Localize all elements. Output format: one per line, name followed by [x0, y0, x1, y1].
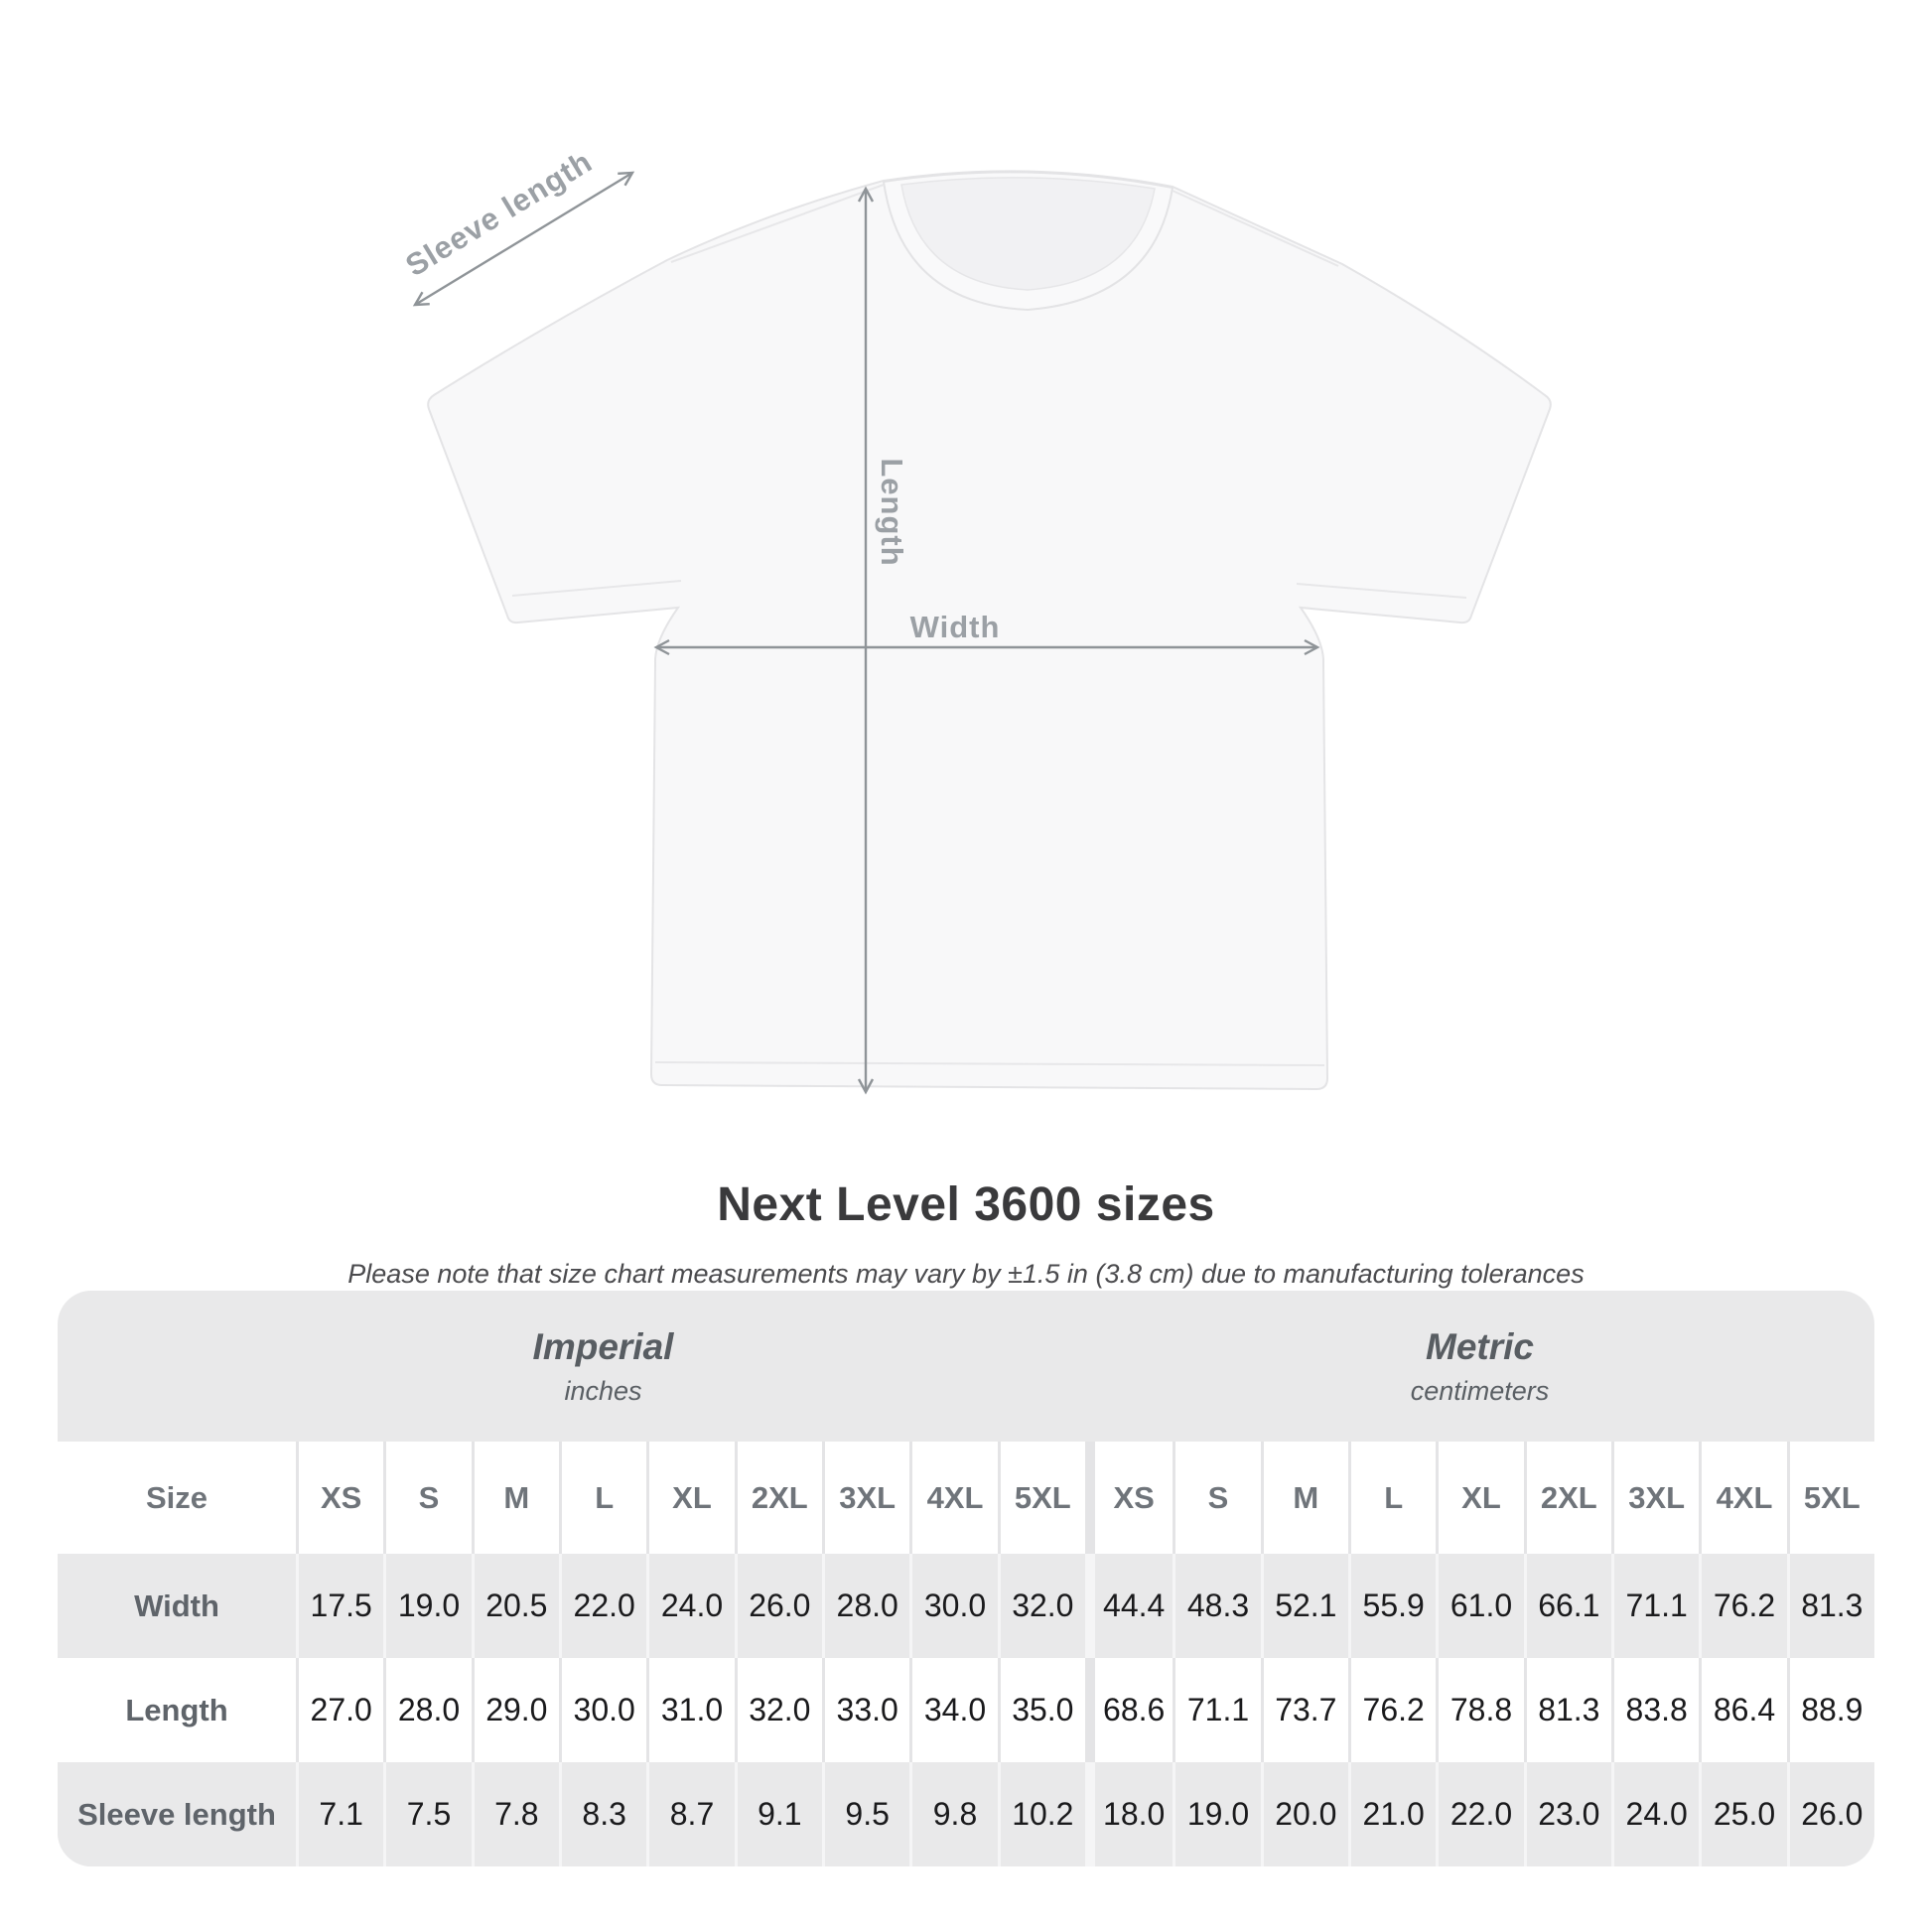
value-cell: 34.0	[909, 1658, 997, 1762]
value-cell: 29.0	[472, 1658, 559, 1762]
value-cell: 28.0	[383, 1658, 471, 1762]
value-cell: 26.0	[735, 1554, 822, 1658]
size-header-cell: XL	[1436, 1442, 1523, 1554]
page-title: Next Level 3600 sizes	[717, 1178, 1215, 1231]
size-header-cell: 5XL	[998, 1442, 1085, 1554]
size-header-cell: XS	[1085, 1442, 1173, 1554]
value-cell: 33.0	[822, 1658, 909, 1762]
sleeve-length-label: Sleeve length	[399, 143, 599, 284]
size-table	[58, 1291, 1874, 1866]
metric-label: Metric	[1426, 1325, 1534, 1367]
size-header-cell: M	[472, 1442, 559, 1554]
value-cell: 68.6	[1085, 1658, 1173, 1762]
value-cell: 71.1	[1611, 1554, 1699, 1658]
imperial-label: Imperial	[532, 1325, 674, 1367]
value-cell: 8.7	[646, 1762, 734, 1866]
row-label: Length	[58, 1658, 296, 1762]
value-cell: 7.1	[296, 1762, 383, 1866]
value-cell: 17.5	[296, 1554, 383, 1658]
row-label: Width	[58, 1554, 296, 1658]
value-cell: 9.8	[909, 1762, 997, 1866]
value-cell: 73.7	[1261, 1658, 1348, 1762]
value-cell: 25.0	[1699, 1762, 1786, 1866]
value-cell: 35.0	[998, 1658, 1085, 1762]
value-cell: 22.0	[559, 1554, 646, 1658]
imperial-sublabel: inches	[564, 1375, 642, 1406]
value-cell: 9.5	[822, 1762, 909, 1866]
value-cell: 26.0	[1787, 1762, 1874, 1866]
value-cell: 22.0	[1436, 1762, 1523, 1866]
value-cell: 88.9	[1787, 1658, 1874, 1762]
value-cell: 52.1	[1261, 1554, 1348, 1658]
value-cell: 78.8	[1436, 1658, 1523, 1762]
width-label: Width	[909, 610, 1001, 644]
value-cell: 55.9	[1348, 1554, 1436, 1658]
page-subtitle: Please note that size chart measurements may vary by ±1.5 in (3.8 cm) due to manufacturing tolerances	[347, 1259, 1585, 1289]
value-cell: 31.0	[646, 1658, 734, 1762]
value-cell: 86.4	[1699, 1658, 1786, 1762]
unit-header-metric	[1085, 1291, 1874, 1442]
value-cell: 7.8	[472, 1762, 559, 1866]
value-cell: 9.1	[735, 1762, 822, 1866]
size-header-cell: XS	[296, 1442, 383, 1554]
size-header-cell: 4XL	[909, 1442, 997, 1554]
size-header-cell: L	[1348, 1442, 1436, 1554]
size-header-cell: M	[1261, 1442, 1348, 1554]
size-header-cell: S	[1173, 1442, 1260, 1554]
value-cell: 27.0	[296, 1658, 383, 1762]
unit-header-row	[58, 1291, 1874, 1442]
value-cell: 7.5	[383, 1762, 471, 1866]
value-cell: 10.2	[998, 1762, 1085, 1866]
value-cell: 61.0	[1436, 1554, 1523, 1658]
size-header-cell: 3XL	[822, 1442, 909, 1554]
value-cell: 76.2	[1699, 1554, 1786, 1658]
value-cell: 23.0	[1524, 1762, 1611, 1866]
value-cell: 21.0	[1348, 1762, 1436, 1866]
size-header-cell: S	[383, 1442, 471, 1554]
row-label: Sleeve length	[58, 1762, 296, 1866]
value-cell: 28.0	[822, 1554, 909, 1658]
size-header-cell: XL	[646, 1442, 734, 1554]
size-header-cell: 5XL	[1787, 1442, 1874, 1554]
value-cell: 48.3	[1173, 1554, 1260, 1658]
value-cell: 81.3	[1524, 1658, 1611, 1762]
size-header-cell: L	[559, 1442, 646, 1554]
value-cell: 19.0	[383, 1554, 471, 1658]
value-cell: 83.8	[1611, 1658, 1699, 1762]
value-cell: 71.1	[1173, 1658, 1260, 1762]
value-cell: 32.0	[735, 1658, 822, 1762]
value-cell: 66.1	[1524, 1554, 1611, 1658]
metric-sublabel: centimeters	[1410, 1375, 1550, 1406]
size-header-cell: 2XL	[735, 1442, 822, 1554]
unit-header-imperial	[58, 1291, 1085, 1442]
length-label: Length	[875, 458, 909, 567]
size-grid	[58, 1442, 1874, 1866]
value-cell: 30.0	[559, 1658, 646, 1762]
value-cell: 20.5	[472, 1554, 559, 1658]
value-cell: 76.2	[1348, 1658, 1436, 1762]
size-header-cell: 2XL	[1524, 1442, 1611, 1554]
value-cell: 24.0	[1611, 1762, 1699, 1866]
value-cell: 20.0	[1261, 1762, 1348, 1866]
value-cell: 19.0	[1173, 1762, 1260, 1866]
value-cell: 44.4	[1085, 1554, 1173, 1658]
size-header-cell: 3XL	[1611, 1442, 1699, 1554]
value-cell: 30.0	[909, 1554, 997, 1658]
table-corner-label: Size	[58, 1442, 296, 1554]
value-cell: 24.0	[646, 1554, 734, 1658]
size-header-cell: 4XL	[1699, 1442, 1786, 1554]
value-cell: 18.0	[1085, 1762, 1173, 1866]
value-cell: 81.3	[1787, 1554, 1874, 1658]
value-cell: 32.0	[998, 1554, 1085, 1658]
value-cell: 8.3	[559, 1762, 646, 1866]
